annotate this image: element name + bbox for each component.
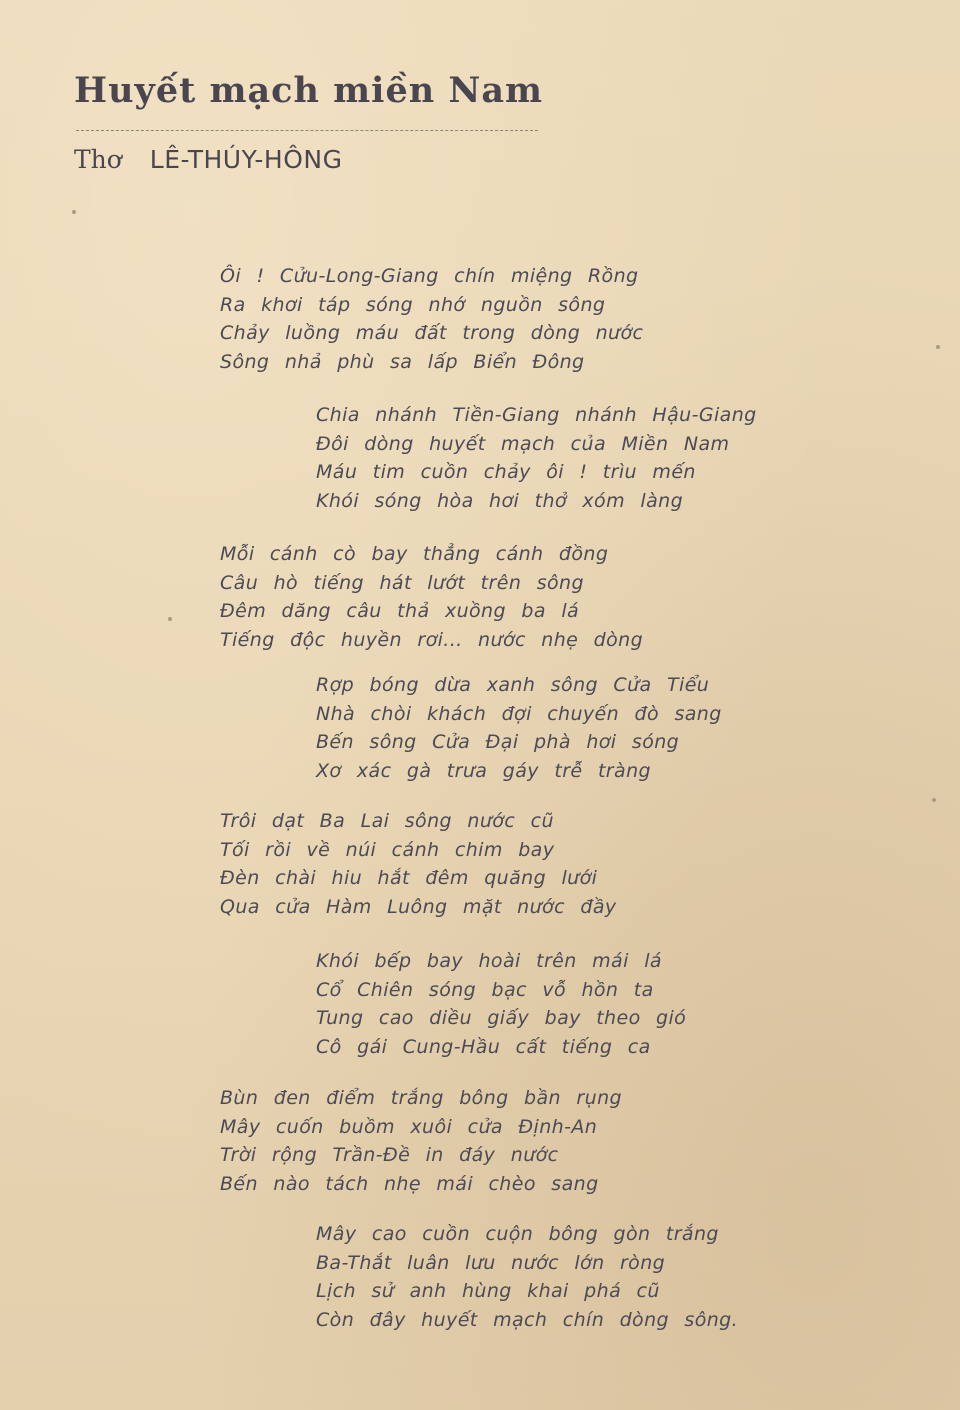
- stanza-4: [316, 671, 722, 786]
- verse-line: Sông nhả phù sa lấp Biển Đông: [220, 351, 585, 374]
- author-label: Thơ: [74, 145, 122, 174]
- verse-line: Còn đây huyết mạch chín dòng sông.: [316, 1309, 739, 1332]
- verse-line: Mỗi cánh cò bay thẳng cánh đồng: [220, 543, 609, 565]
- verse-line: Tiếng độc huyền rơi... nước nhẹ dòng: [220, 629, 644, 652]
- verse-line: Trời rộng Trần-Đề in đáy nước: [220, 1144, 559, 1167]
- verse-line: Máu tim cuồn chảy ôi ! trìu mến: [316, 461, 696, 484]
- paper-speck: [168, 617, 172, 621]
- poem-title: Huyết mạch miền Nam: [74, 70, 544, 111]
- verse-line: Tối rồi về núi cánh chim bay: [220, 838, 555, 861]
- verse-line: Rợp bóng dừa xanh sông Cửa Tiểu: [316, 674, 710, 696]
- author-line: [74, 145, 342, 174]
- verse-line: Ra khơi táp sóng nhớ nguồn sông: [220, 293, 606, 316]
- verse-line: Cổ Chiên sóng bạc vỗ hồn ta: [316, 978, 654, 1001]
- verse-line: Khói sóng hòa hơi thở xóm làng: [316, 490, 684, 513]
- verse-line: Bến nào tách nhẹ mái chèo sang: [220, 1173, 599, 1196]
- stanza-5: [220, 807, 617, 922]
- stanza-1: [220, 262, 643, 377]
- stanza-8: [316, 1220, 738, 1335]
- title-divider: [76, 130, 538, 131]
- stanza-3: [220, 540, 643, 655]
- stanza-2: [316, 401, 757, 516]
- verse-line: Khói bếp bay hoài trên mái lá: [316, 950, 662, 972]
- paper-speck: [72, 210, 76, 214]
- verse-line: Qua cửa Hàm Luông mặt nước đầy: [220, 896, 617, 919]
- verse-line: Câu hò tiếng hát lướt trên sông: [220, 571, 584, 594]
- verse-line: Lịch sử anh hùng khai phá cũ: [316, 1280, 660, 1303]
- verse-line: Tung cao diều giấy bay theo gió: [316, 1007, 687, 1030]
- verse-line: Bùn đen điểm trắng bông bần rụng: [220, 1087, 622, 1109]
- verse-line: Đêm dăng câu thả xuồng ba lá: [220, 600, 580, 623]
- verse-line: Bến sông Cửa Đại phà hơi sóng: [316, 731, 680, 754]
- verse-line: Trôi dạt Ba Lai sông nước cũ: [220, 810, 554, 832]
- verse-line: Xơ xác gà trưa gáy trễ tràng: [316, 760, 651, 783]
- verse-line: Đôi dòng huyết mạch của Miền Nam: [316, 432, 730, 455]
- verse-line: Chia nhánh Tiền-Giang nhánh Hậu-Giang: [316, 404, 757, 426]
- paper-speck: [932, 798, 936, 802]
- author-name: LÊ-THÚY-HÔNG: [149, 145, 343, 174]
- verse-line: Chảy luồng máu đất trong dòng nước: [220, 322, 644, 345]
- verse-line: Ôi ! Cửu-Long-Giang chín miệng Rồng: [220, 265, 639, 287]
- verse-line: Mây cuốn buồm xuôi cửa Định-An: [220, 1115, 598, 1138]
- paper-speck: [936, 345, 940, 349]
- stanza-6: [316, 947, 686, 1062]
- verse-line: Mây cao cuồn cuộn bông gòn trắng: [316, 1223, 719, 1245]
- verse-line: Cô gái Cung-Hầu cất tiếng ca: [316, 1036, 651, 1059]
- verse-line: Nhà chòi khách đợi chuyến đò sang: [316, 702, 722, 725]
- verse-line: Đèn chài hiu hắt đêm quăng lưới: [220, 867, 598, 890]
- stanza-7: [220, 1084, 622, 1199]
- verse-line: Ba-Thắt luân lưu nước lớn ròng: [316, 1251, 666, 1274]
